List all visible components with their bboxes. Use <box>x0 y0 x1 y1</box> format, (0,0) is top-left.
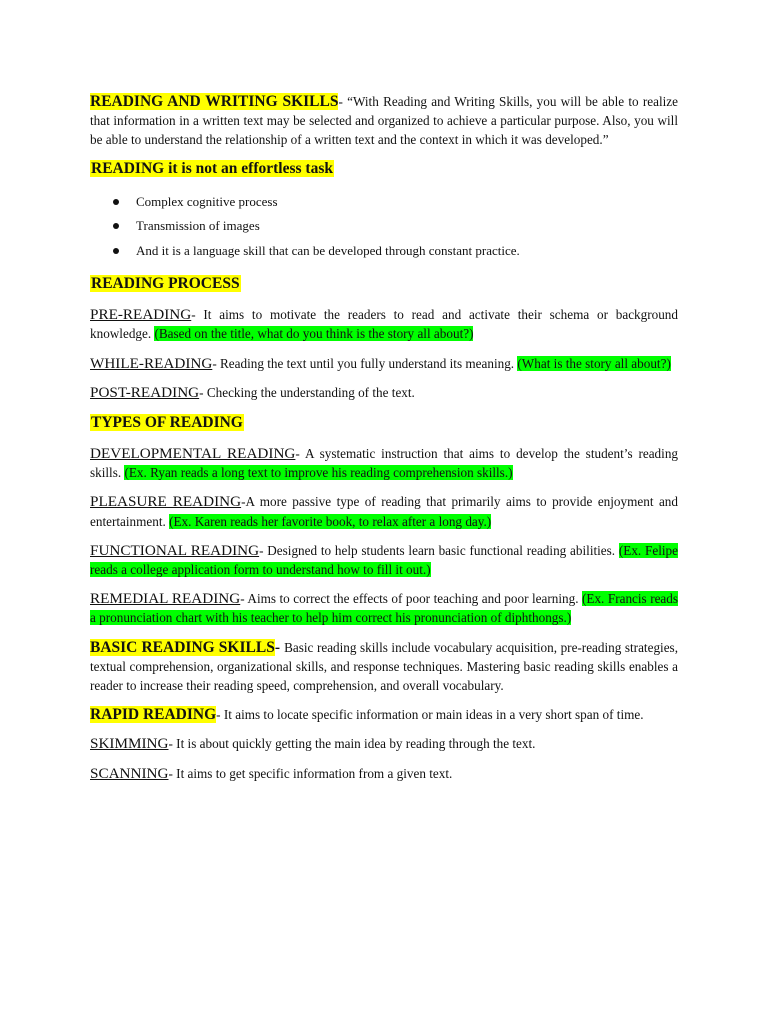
intro-title: READING AND WRITING SKILLS <box>90 93 339 110</box>
functional-reading-text: - Designed to help students learn basic functional reading abilities. <box>259 542 619 558</box>
scanning-text: - It aims to get specific information from a given text. <box>168 765 453 781</box>
skimming-text: - It is about quickly getting the main idea by reading through the text. <box>168 736 536 752</box>
while-reading-term: WHILE-READING <box>90 354 213 372</box>
skimming-paragraph <box>90 734 678 753</box>
developmental-reading-paragraph <box>90 444 678 482</box>
process-heading: READING PROCESS <box>91 275 240 293</box>
bullet-dot-icon <box>113 248 119 254</box>
pre-reading-example: (Based on the title, what do you think is the story all about?) <box>154 326 474 342</box>
intro-paragraph <box>90 92 678 150</box>
while-reading-example: (What is the story all about?) <box>517 355 671 371</box>
developmental-reading-text: - A systematic instruction that aims to develop the student’s reading skills. <box>90 445 679 481</box>
basic-reading-skills-title: BASIC READING SKILLS <box>90 638 275 656</box>
post-reading-text: - Checking the understanding of the text. <box>199 384 415 400</box>
effortless-heading: READING it is not an effortless task <box>91 159 333 177</box>
functional-reading-term: FUNCTIONAL READING <box>90 541 260 559</box>
remedial-reading-term: REMEDIAL READING <box>90 590 241 608</box>
bullet-text: And it is a language skill that can be developed through constant practice. <box>136 242 520 258</box>
developmental-reading-term: DEVELOPMENTAL READING <box>90 444 296 462</box>
process-heading-line <box>90 273 678 295</box>
rapid-reading-text: - It aims to locate specific information or main ideas in a very short span of time. <box>216 707 644 723</box>
intro-text: “With Reading and Writing Skills, you will be able to realize that information in a written text may be selected and organized to achieve a particular purpose. Also, you will be able to understand the relationship of a written text and the context in which it was developed.” <box>90 94 678 148</box>
scanning-term: SCANNING <box>90 764 169 782</box>
post-reading-paragraph <box>90 383 678 402</box>
functional-reading-paragraph <box>90 541 678 579</box>
pre-reading-paragraph <box>90 305 678 343</box>
while-reading-paragraph <box>90 354 678 373</box>
types-heading: TYPES OF READING <box>91 413 243 431</box>
while-reading-text: - Reading the text until you fully understand its meaning. <box>212 355 518 371</box>
scanning-paragraph <box>90 764 678 783</box>
remedial-reading-text: - Aims to correct the effects of poor teaching and poor learning. <box>240 591 583 607</box>
types-heading-line <box>90 412 678 434</box>
basic-reading-skills-text: Basic reading skills include vocabulary acquisition, pre-reading strategies, textual comprehension, organizational skills, and response techniques. Mastering basic reading skills enables a reader to increase their reading speed, comprehension, and overall vocabulary. <box>90 639 678 693</box>
pre-reading-text: - It aims to motivate the readers to read and activate their schema or background knowledge. <box>90 307 678 342</box>
developmental-reading-example: (Ex. Ryan reads a long text to improve his reading comprehension skills.) <box>124 465 513 481</box>
intro-dash: - <box>338 94 348 109</box>
bullet-item <box>110 214 678 239</box>
skimming-term: SKIMMING <box>90 735 169 753</box>
bullet-dot-icon <box>113 199 119 205</box>
basic-reading-skills-dash: - <box>274 638 285 656</box>
remedial-reading-paragraph <box>90 589 678 627</box>
pleasure-reading-term: PLEASURE READING <box>90 493 242 511</box>
bullet-text: Complex cognitive process <box>136 193 278 209</box>
effortless-bullet-list <box>90 190 678 264</box>
basic-reading-skills-paragraph <box>90 638 678 696</box>
pleasure-reading-text: -A more passive type of reading that primarily aims to provide enjoyment and entertainment. <box>90 494 678 529</box>
pre-reading-term: PRE-READING <box>90 306 192 324</box>
effortless-heading-line <box>90 158 678 180</box>
post-reading-term: POST-READING <box>90 383 200 401</box>
bullet-item <box>110 239 678 264</box>
functional-reading-example: (Ex. Felipe reads a college application form to understand how to fill it out.) <box>90 542 678 577</box>
pleasure-reading-paragraph <box>90 492 678 530</box>
bullet-item <box>110 190 678 215</box>
pleasure-reading-example: (Ex. Karen reads her favorite book, to relax after a long day.) <box>169 513 492 529</box>
remedial-reading-example: (Ex. Francis reads a pronunciation chart with his teacher to help him correct his pronunciation of diphthongs.) <box>90 591 679 626</box>
bullet-dot-icon <box>113 223 119 229</box>
rapid-reading-paragraph <box>90 705 678 724</box>
rapid-reading-title: RAPID READING <box>90 706 217 724</box>
bullet-text: Transmission of images <box>136 218 260 234</box>
